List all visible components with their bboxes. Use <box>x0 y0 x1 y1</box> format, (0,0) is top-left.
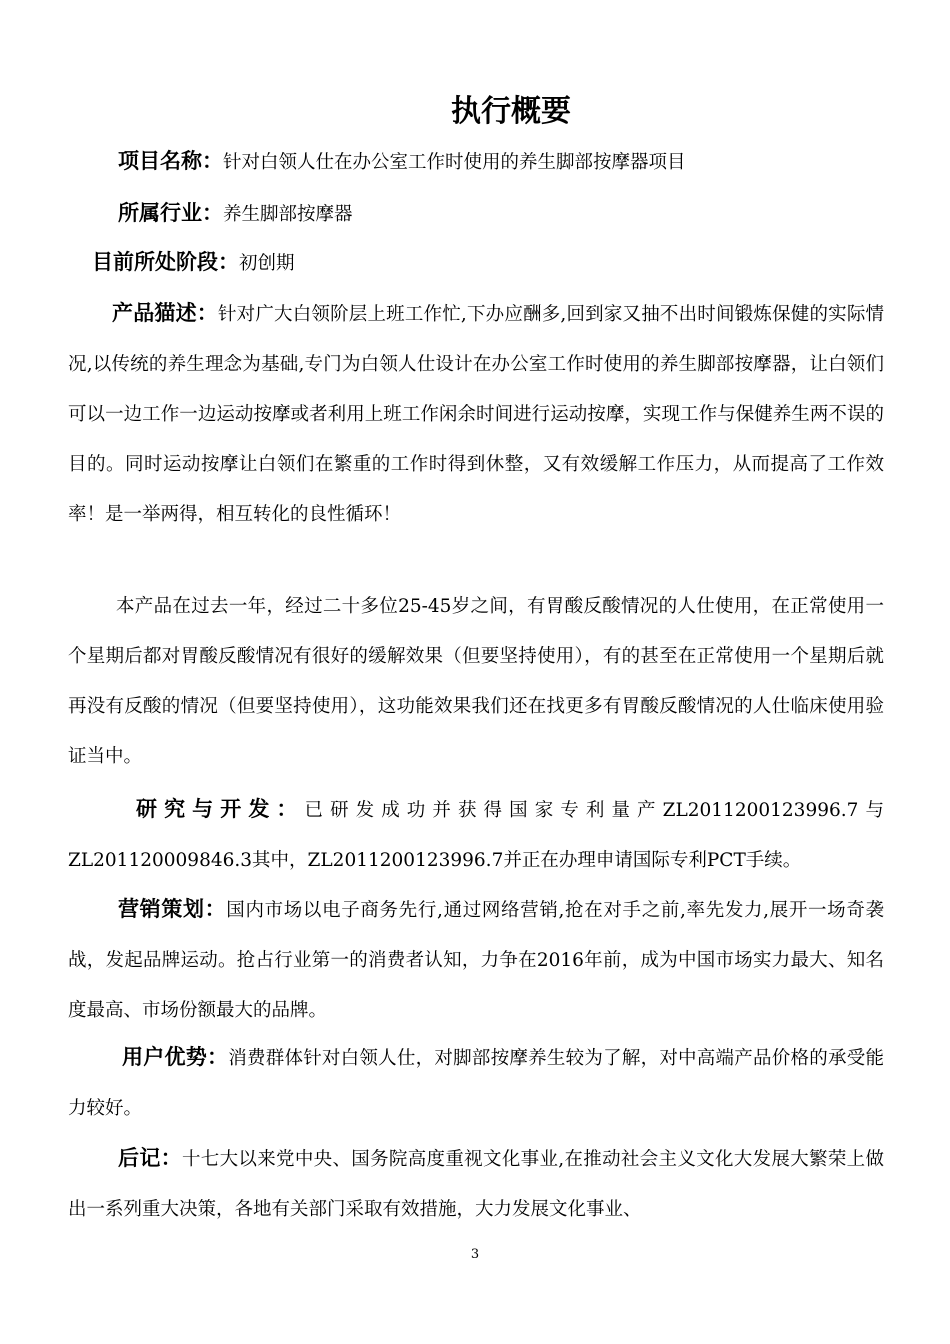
product-results-paragraph <box>68 582 884 782</box>
industry-value: 养生脚部按摩器 <box>223 204 353 225</box>
product-results-text: 本产品在过去一年，经过二十多位25-45岁之间，有胃酸反酸情况的人仕使用，在正常使用一个星期后都对胃酸反酸情况有很好的缓解效果（但要坚持使用），有的甚至在正常使用一个星期后就再没有反酸的情况（但要坚持使用），这功能效果我们还在找更多有胃酸反酸情况的人仕临床使用验证当中。 <box>68 596 884 767</box>
page-title: 执行概要 <box>451 94 571 129</box>
user-advantage-text: 消费群体针对白领人仕，对脚部按摩养生较为了解，对中高端产品价格的承受能力较好。 <box>68 1048 884 1119</box>
product-description-text: 针对广大白领阶层上班工作忙,下办应酬多,回到家又抽不出时间锻炼保健的实际情况,以传统的养生理念为基础,专门为白领人仕设计在办公室工作时使用的养生脚部按摩器，让白领们可以一边工作一边运动按摩或者利用上班工作闲余时间进行运动按摩，实现工作与保健养生两不误的目的。同时运动按摩让白领们在繁重的工作时得到休整，又有效缓解工作压力，从而提高了工作效率！是一举两得，相互转化的良性循环！ <box>68 304 885 525</box>
stage-value: 初创期 <box>239 253 295 274</box>
research-text: 已研发成功并获得国家专利量产ZL2011200123996.7与ZL201120009846.3其中，ZL2011200123996.7并正在办理申请国际专利PCT手续。 <box>68 800 884 871</box>
industry-field <box>118 198 353 230</box>
project-name-label: 项目名称： <box>118 149 223 173</box>
page-number: 3 <box>470 1247 480 1262</box>
project-name-value: 针对白领人仕在办公室工作时使用的养生脚部按摩器项目 <box>223 152 686 173</box>
product-description-paragraph <box>68 288 884 540</box>
user-advantage-paragraph <box>68 1032 884 1134</box>
project-name-field <box>118 146 686 178</box>
marketing-paragraph <box>68 884 884 1036</box>
marketing-label: 营销策划： <box>118 897 227 921</box>
marketing-text: 国内市场以电子商务先行,通过网络营销,抢在对手之前,率先发力,展开一场奇袭战，发起品牌运动。抢占行业第一的消费者认知，力争在2016年前，成为中国市场实力最大、知名度最高、市场份额最大的品牌。 <box>68 900 885 1021</box>
product-description-label: 产品猫述： <box>112 301 218 325</box>
industry-label: 所属行业： <box>118 201 223 225</box>
postscript-text: 十七大以来党中央、国务院高度重视文化事业,在推动社会主义文化大发展大繁荣上做出一系列重大决策，各地有关部门采取有效措施，大力发展文化事业、 <box>68 1149 885 1220</box>
research-paragraph <box>68 784 884 886</box>
stage-label: 目前所处阶段： <box>92 250 239 274</box>
research-label: 研究与开发： <box>136 797 305 821</box>
postscript-label: 后记： <box>118 1146 182 1170</box>
postscript-paragraph <box>68 1133 884 1235</box>
user-advantage-label: 用户优势： <box>122 1045 229 1069</box>
stage-field <box>92 247 295 279</box>
